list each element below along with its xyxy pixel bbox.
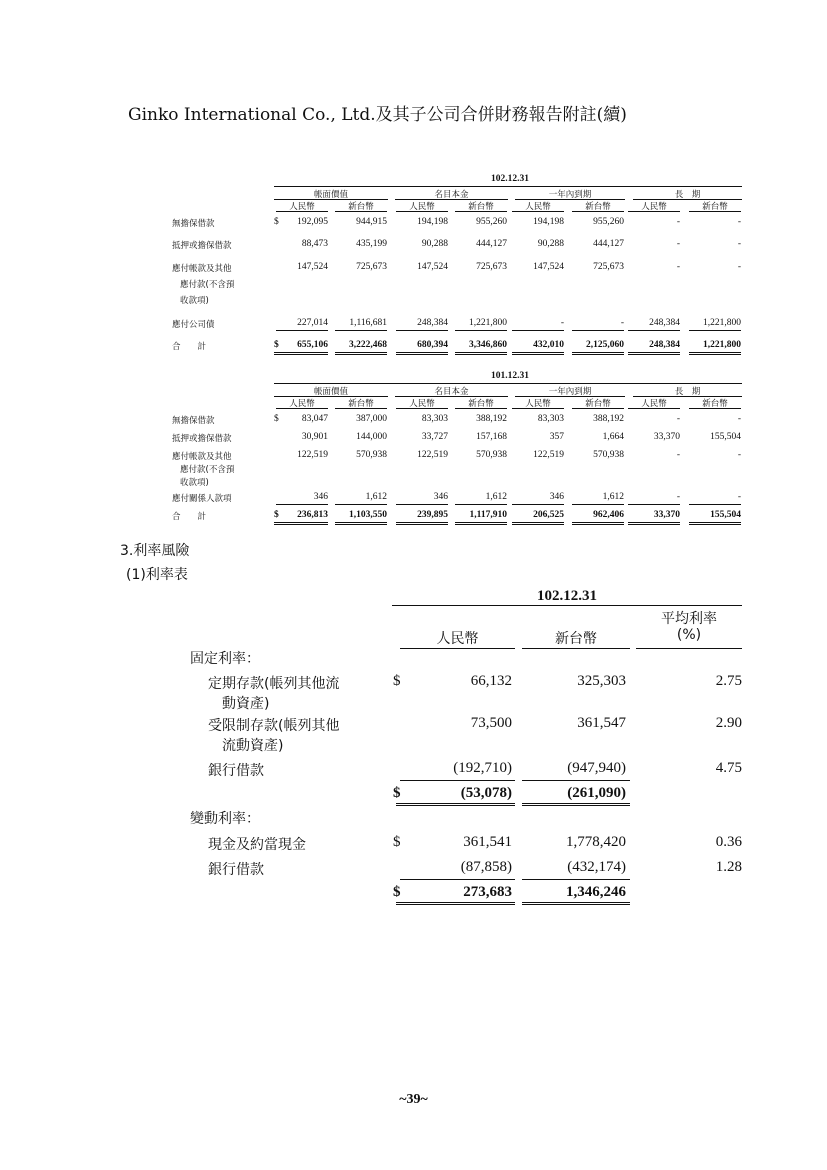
table-cell: 655,106 (297, 340, 328, 350)
column-rule (396, 211, 448, 212)
row-label: 流動資產) (222, 738, 284, 754)
total-double-rule (455, 522, 507, 525)
subtotal-rule (400, 879, 515, 880)
subtotal-rule (572, 504, 624, 505)
subtotal-rule (628, 330, 680, 331)
table-cell: 361,541 (463, 834, 512, 850)
table-cell: 325,303 (577, 673, 626, 689)
table-cell: 432,010 (533, 340, 564, 350)
table-cell: 122,519 (417, 450, 448, 460)
table-cell: 388,192 (593, 414, 624, 424)
table-cell: 570,938 (593, 450, 624, 460)
header-rule (392, 605, 742, 606)
total-double-rule (512, 352, 564, 355)
table-cell: 157,168 (476, 432, 507, 442)
group-header: 長 期 (674, 387, 701, 397)
table-cell: 955,260 (476, 217, 507, 227)
row-label: 定期存款(帳列其他流 (208, 676, 340, 692)
table-cell: 33,370 (653, 432, 680, 442)
group-header: 名目本金 (434, 190, 469, 200)
row-label: 應付款(不含預 (180, 280, 235, 290)
subtotal-rule (522, 780, 630, 781)
table-cell: 273,683 (463, 884, 512, 900)
page-title: Ginko International Co., Ltd.及其子公司合併財務報告附註(續) (128, 105, 627, 125)
total-double-rule (396, 803, 515, 806)
total-double-rule (572, 352, 624, 355)
table-cell: - (560, 318, 564, 328)
total-double-rule (628, 352, 680, 355)
column-header: 人民幣 (641, 202, 667, 212)
subtotal-rule (628, 504, 680, 505)
subtotal-rule (276, 330, 328, 331)
row-label: 銀行借款 (208, 763, 264, 779)
table-cell: (87,858) (460, 859, 512, 875)
table-cell: (432,174) (567, 859, 626, 875)
table-cell: 144,000 (356, 432, 387, 442)
table-cell: 1.28 (715, 859, 742, 875)
table-cell: 30,901 (301, 432, 328, 442)
currency-sign: $ (393, 884, 401, 900)
table-cell: 1,221,800 (469, 318, 507, 328)
column-rule (572, 211, 624, 212)
row-label: 抵押或擔保借款 (172, 241, 232, 251)
subtotal-rule (572, 330, 624, 331)
column-header: 人民幣 (525, 202, 551, 212)
column-rule (400, 648, 515, 649)
subtotal-rule (512, 504, 564, 505)
subtotal-rule (396, 330, 448, 331)
column-rule (628, 408, 680, 409)
page-number: ~39~ (399, 1092, 428, 1107)
column-header-rate-unit: (%) (676, 627, 702, 643)
table-cell: 1,778,420 (566, 834, 626, 850)
table-cell: 1,346,246 (566, 884, 626, 900)
table-cell: 248,384 (649, 318, 680, 328)
table-cell: 346 (433, 492, 448, 502)
table-cell: 3,222,468 (349, 340, 387, 350)
row-label: 合 計 (172, 342, 207, 352)
table-cell: 122,519 (533, 450, 564, 460)
group-header: 長 期 (674, 190, 701, 200)
row-label: 受限制存款(帳列其他 (208, 718, 340, 734)
column-rule (455, 211, 507, 212)
column-header: 新台幣 (348, 202, 374, 212)
row-label: 應付帳款及其他 (172, 264, 232, 274)
group-header: 帳面價值 (313, 387, 348, 397)
table-cell: - (676, 414, 680, 424)
column-header: 新台幣 (702, 202, 728, 212)
table-cell: 147,524 (533, 262, 564, 272)
table-cell: 570,938 (356, 450, 387, 460)
table-cell: 192,095 (297, 217, 328, 227)
table-cell: 147,524 (297, 262, 328, 272)
total-double-rule (335, 522, 387, 525)
total-double-rule (455, 352, 507, 355)
subtotal-rule (400, 780, 515, 781)
column-header: 新台幣 (468, 202, 494, 212)
group-header: 一年內到期 (548, 190, 592, 200)
column-rule (455, 408, 507, 409)
table-cell: 248,384 (417, 318, 448, 328)
table-cell: 83,303 (537, 414, 564, 424)
table-cell: 194,198 (533, 217, 564, 227)
currency-sign: $ (274, 340, 279, 350)
table-cell: 155,504 (710, 510, 741, 520)
table-cell: - (737, 217, 741, 227)
total-double-rule (396, 352, 448, 355)
subtotal-rule (689, 330, 741, 331)
row-label: 銀行借款 (208, 862, 264, 878)
table-date: 101.12.31 (491, 371, 529, 381)
column-header: 人民幣 (409, 399, 435, 409)
table-cell: - (737, 239, 741, 249)
row-label: 應付關係人款項 (172, 494, 232, 504)
table-cell: 83,303 (421, 414, 448, 424)
column-header: 新台幣 (585, 399, 611, 409)
row-label: 應付款(不含預 (180, 465, 235, 475)
group-label: 變動利率： (190, 811, 260, 827)
table-cell: 725,673 (476, 262, 507, 272)
table-cell: 1,117,910 (469, 510, 507, 520)
total-double-rule (689, 522, 741, 525)
table-cell: 1,664 (602, 432, 624, 442)
table-cell: 155,504 (710, 432, 741, 442)
column-rule (689, 211, 741, 212)
table-cell: 1,221,800 (703, 318, 741, 328)
group-label: 固定利率： (190, 651, 260, 667)
currency-sign: $ (274, 217, 279, 227)
column-rule (276, 211, 328, 212)
table-cell: 1,116,681 (349, 318, 387, 328)
column-header: 人民幣 (525, 399, 551, 409)
total-double-rule (572, 522, 624, 525)
column-rule (335, 408, 387, 409)
row-label: 應付公司債 (172, 320, 215, 330)
table-cell: 33,370 (653, 510, 680, 520)
column-rule (512, 408, 564, 409)
table-cell: (192,710) (453, 760, 512, 776)
row-label: 合 計 (172, 512, 207, 522)
table-cell: 357 (549, 432, 564, 442)
row-label: 應付帳款及其他 (172, 452, 232, 462)
table-cell: (947,940) (567, 760, 626, 776)
table-cell: 122,519 (297, 450, 328, 460)
subtotal-rule (455, 330, 507, 331)
table-cell: 83,047 (301, 414, 328, 424)
column-rule (396, 408, 448, 409)
table-cell: 962,406 (593, 510, 624, 520)
total-double-rule (522, 803, 630, 806)
table-cell: 1,612 (602, 492, 624, 502)
row-label: 無擔保借款 (172, 416, 215, 426)
table-date: 102.12.31 (537, 588, 597, 604)
total-double-rule (522, 902, 630, 905)
group-header: 名目本金 (434, 387, 469, 397)
table-cell: 570,938 (476, 450, 507, 460)
table-cell: 90,288 (421, 239, 448, 249)
table-cell: - (676, 262, 680, 272)
table-cell: 944,915 (356, 217, 387, 227)
subtotal-rule (512, 330, 564, 331)
total-double-rule (335, 352, 387, 355)
table-cell: 2.90 (715, 715, 742, 731)
table-cell: 88,473 (301, 239, 328, 249)
column-rule (276, 408, 328, 409)
column-header: 新台幣 (585, 202, 611, 212)
total-double-rule (689, 352, 741, 355)
group-header: 帳面價值 (313, 190, 348, 200)
table-cell: - (676, 217, 680, 227)
column-header-rate: 平均利率 (661, 611, 717, 627)
total-double-rule (396, 522, 448, 525)
column-header: 人民幣 (409, 202, 435, 212)
total-double-rule (274, 352, 328, 355)
total-double-rule (628, 522, 680, 525)
table-cell: - (737, 262, 741, 272)
table-cell: 346 (549, 492, 564, 502)
table-cell: 725,673 (593, 262, 624, 272)
column-header: 新台幣 (702, 399, 728, 409)
table-cell: 444,127 (593, 239, 624, 249)
column-header: 新台幣 (348, 399, 374, 409)
column-rule (512, 211, 564, 212)
table-cell: 361,547 (577, 715, 626, 731)
table-cell: 1,221,800 (703, 340, 741, 350)
subtotal-rule (522, 879, 630, 880)
row-label: 收款項) (180, 478, 209, 488)
column-rule (522, 648, 630, 649)
section-subheading: (1)利率表 (126, 567, 188, 583)
table-cell: 90,288 (537, 239, 564, 249)
table-cell: 346 (313, 492, 328, 502)
total-double-rule (512, 522, 564, 525)
total-double-rule (274, 522, 328, 525)
table-cell: 725,673 (356, 262, 387, 272)
row-label: 動資產) (222, 696, 270, 712)
column-header: 人民幣 (289, 202, 315, 212)
table-cell: - (620, 318, 624, 328)
table-cell: 248,384 (649, 340, 680, 350)
subtotal-rule (689, 504, 741, 505)
table-cell: - (737, 450, 741, 460)
total-double-rule (396, 902, 515, 905)
table-cell: 1,103,550 (349, 510, 387, 520)
table-cell: 236,813 (297, 510, 328, 520)
table-cell: 194,198 (417, 217, 448, 227)
table-cell: 66,132 (470, 673, 512, 689)
table-cell: 680,394 (417, 340, 448, 350)
row-label: 收款項) (180, 296, 209, 306)
subtotal-rule (396, 504, 448, 505)
table-cell: - (676, 450, 680, 460)
row-label: 現金及約當現金 (208, 837, 306, 853)
column-rule (335, 211, 387, 212)
table-cell: 388,192 (476, 414, 507, 424)
table-cell: 73,500 (470, 715, 512, 731)
header-rule (274, 186, 742, 187)
section-heading: 3.利率風險 (120, 543, 190, 559)
column-rule (572, 408, 624, 409)
table-cell: 4.75 (715, 760, 742, 776)
table-cell: (261,090) (567, 785, 626, 801)
table-cell: 2.75 (715, 673, 742, 689)
subtotal-rule (276, 504, 328, 505)
column-header-twd: 新台幣 (555, 631, 597, 647)
currency-sign: $ (393, 834, 401, 850)
table-cell: 1,612 (365, 492, 387, 502)
currency-sign: $ (393, 673, 401, 689)
subtotal-rule (455, 504, 507, 505)
table-cell: - (737, 492, 741, 502)
currency-sign: $ (274, 414, 279, 424)
column-header: 新台幣 (468, 399, 494, 409)
table-cell: 33,727 (421, 432, 448, 442)
table-cell: 1,612 (485, 492, 507, 502)
table-cell: 0.36 (715, 834, 742, 850)
table-cell: (53,078) (460, 785, 512, 801)
row-label: 抵押或擔保借款 (172, 434, 232, 444)
table-cell: 444,127 (476, 239, 507, 249)
table-cell: 387,000 (356, 414, 387, 424)
row-label: 無擔保借款 (172, 219, 215, 229)
group-header: 一年內到期 (548, 387, 592, 397)
table-date: 102.12.31 (491, 174, 529, 184)
currency-sign: $ (393, 785, 401, 801)
table-cell: 2,125,060 (586, 340, 624, 350)
column-header: 人民幣 (289, 399, 315, 409)
table-cell: 227,014 (297, 318, 328, 328)
table-cell: 206,525 (533, 510, 564, 520)
table-cell: 955,260 (593, 217, 624, 227)
subtotal-rule (335, 330, 387, 331)
currency-sign: $ (274, 510, 279, 520)
column-rule (689, 408, 741, 409)
table-cell: 239,895 (417, 510, 448, 520)
column-rule (636, 648, 742, 649)
subtotal-rule (335, 504, 387, 505)
table-cell: - (737, 414, 741, 424)
column-header: 人民幣 (641, 399, 667, 409)
table-cell: - (676, 239, 680, 249)
column-rule (628, 211, 680, 212)
table-cell: - (676, 492, 680, 502)
table-cell: 3,346,860 (469, 340, 507, 350)
table-cell: 435,199 (356, 239, 387, 249)
header-rule (274, 383, 742, 384)
table-cell: 147,524 (417, 262, 448, 272)
column-header-rmb: 人民幣 (436, 631, 479, 647)
